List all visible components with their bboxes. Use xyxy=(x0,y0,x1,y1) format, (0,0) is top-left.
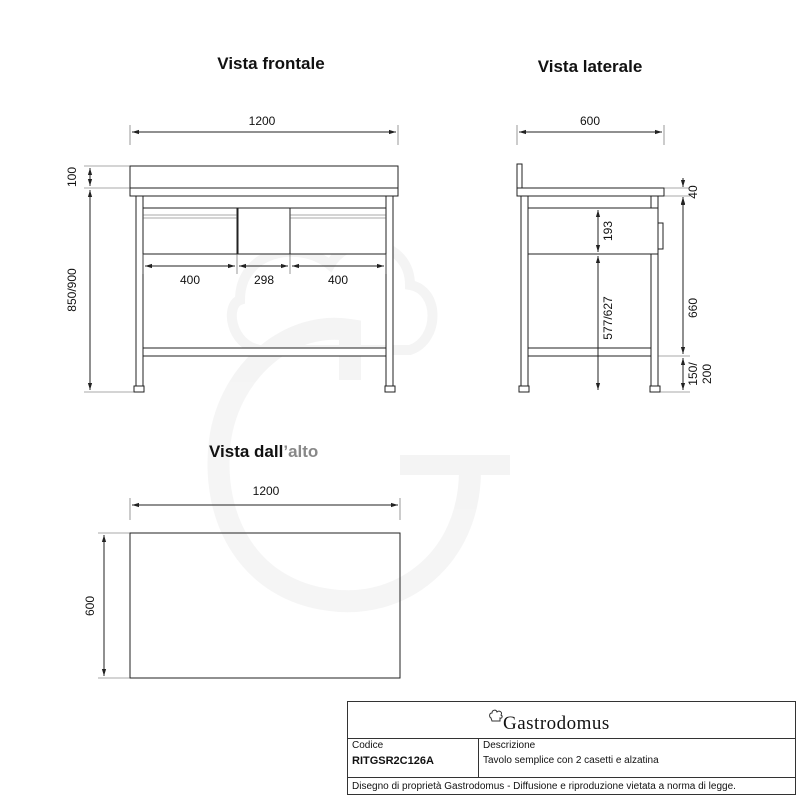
front-upstand-label: 100 xyxy=(65,166,79,188)
side-clearance-label: 577/627 xyxy=(601,296,615,340)
footer-text: Disegno di proprietà Gastrodomus - Diffusione e riproduzione vietata a norma di legge. xyxy=(352,781,736,792)
side-span-label: 660 xyxy=(686,297,700,319)
top-width-label: 1200 xyxy=(252,484,280,498)
code-cell xyxy=(348,739,479,777)
title-block xyxy=(347,701,796,795)
side-worktop xyxy=(517,188,664,196)
brand-name: Gastrodomus xyxy=(503,713,610,734)
side-drawer-label: 193 xyxy=(601,220,615,242)
description-label: Descrizione xyxy=(483,740,536,751)
watermark-logo xyxy=(218,244,510,601)
footer-row xyxy=(348,777,795,796)
front-lower-shelf xyxy=(143,348,386,356)
code-label: Codice xyxy=(352,740,384,751)
front-gap-label: 298 xyxy=(253,273,275,287)
chef-hat-icon xyxy=(488,708,504,724)
front-drawer-right-label: 400 xyxy=(327,273,349,287)
side-foot-label-1: 150/ xyxy=(686,362,700,386)
top-depth-label: 600 xyxy=(83,595,97,617)
side-drawer-handle xyxy=(658,223,663,249)
top-view-title xyxy=(209,442,318,461)
front-worktop xyxy=(130,188,398,196)
front-drawer-gap xyxy=(238,208,290,254)
front-view-title: Vista frontale xyxy=(217,54,325,73)
side-view-title: Vista laterale xyxy=(537,57,643,76)
top-view-title-main: Vista dall xyxy=(209,442,284,461)
front-leg-right xyxy=(386,196,393,386)
description-value: Tavolo semplice con 2 casetti e alzatina xyxy=(483,755,659,766)
front-upstand xyxy=(130,166,398,188)
side-drawer xyxy=(528,208,658,254)
description-cell xyxy=(479,739,797,777)
side-depth-label: 600 xyxy=(579,114,601,128)
front-drawer-left-label: 400 xyxy=(179,273,201,287)
side-top-label: 40 xyxy=(686,185,700,199)
code-value: RITGSR2C126A xyxy=(352,755,434,767)
front-height-label: 850/900 xyxy=(65,268,79,312)
top-view-title-rest: ’alto xyxy=(283,442,319,461)
side-view xyxy=(517,57,714,392)
front-width-label: 1200 xyxy=(248,114,276,128)
side-foot-label-2: 200 xyxy=(700,363,714,385)
side-upstand xyxy=(517,164,522,188)
brand-row xyxy=(348,702,795,739)
front-leg-left xyxy=(136,196,143,386)
side-lower-shelf xyxy=(528,348,651,356)
